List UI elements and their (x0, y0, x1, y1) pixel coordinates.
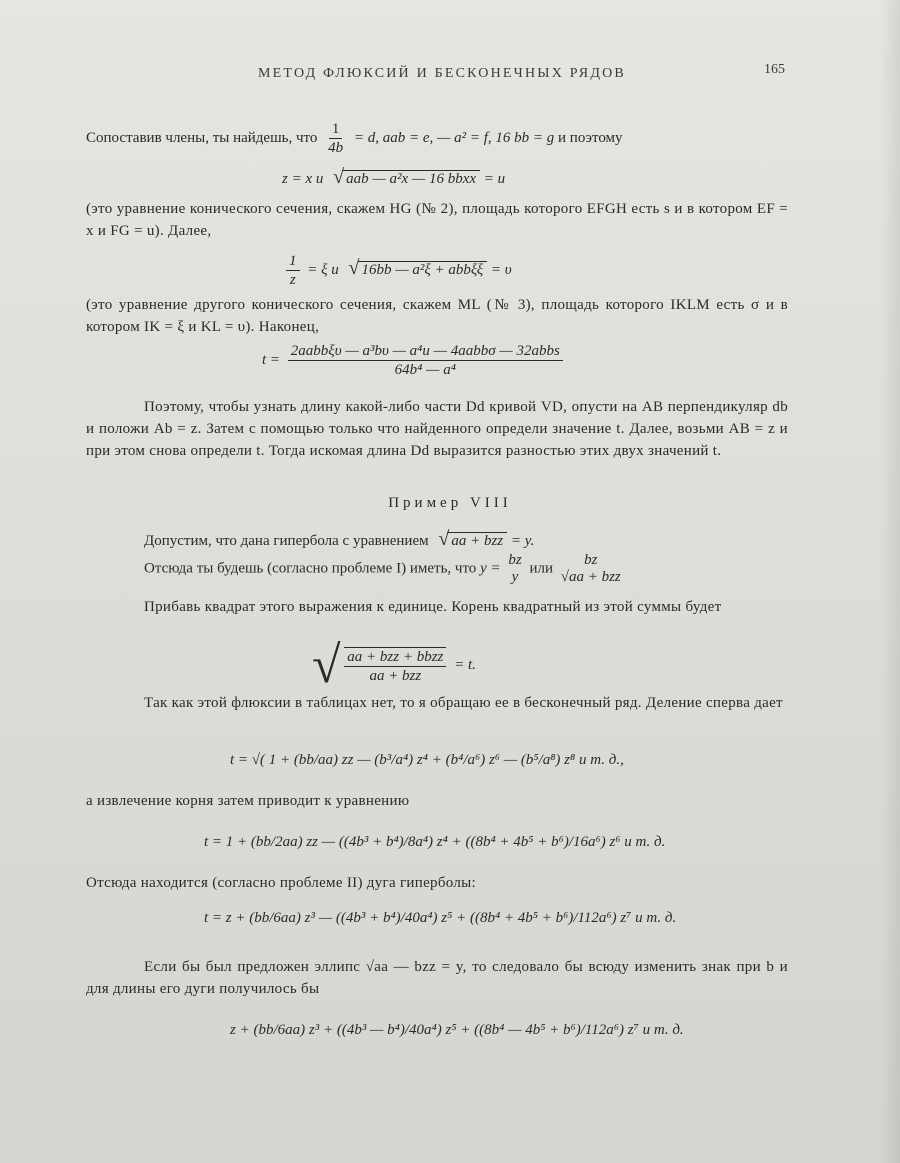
paragraph-7: Прибавь квадрат этого выражения к единице. Корень квадратный из этой суммы будет (144, 599, 722, 615)
paragraph-8: Так как этой флюксии в таблицах нет, то я обращаю ее в бесконечный ряд. Деление сперва дает (144, 695, 783, 711)
para1-tail: и поэтому (558, 129, 623, 146)
paragraph-4: Поэтому, чтобы узнать длину какой-либо части Dd кривой VD, опусти на AB перпендикуляр db и положи Ab = z. Затем с помощью только что найденного определи значение t. Далее, возьми AB = z и при этом снова определи t. Тогда искомая длина Dd выразится разностью этих двух значений t. (86, 399, 788, 459)
formula-6: t = 1 + (bb/2aa) zz — ((4b³ + b⁴)/8a⁴) z⁴ + ((8b⁴ + 4b⁵ + b⁶)/16a⁶) z⁶ и т. д. (204, 834, 666, 850)
page-header (0, 62, 900, 90)
radical-sign: √ (438, 528, 450, 550)
paragraph-11: Если бы был предложен эллипс √aa — bzz = y, то следовало бы всюду изменить знак при b и для длины его дуги получилось бы (86, 959, 788, 997)
formula-3: t = $\frac{\text{2aabbξυ — a³bυ — a⁴u — 4aabbσ — 32abbs}}{\text{64b⁴ — a⁴}}$ (262, 342, 567, 379)
example-heading: Пример VIII (388, 495, 512, 511)
running-head: МЕТОД ФЛЮКСИЙ И БЕСКОНЕЧНЫХ РЯДОВ (258, 66, 626, 81)
fraction: $\frac{1}{4b}$ (328, 121, 344, 156)
paragraph-3: (это уравнение другого конического сечения, скажем ML (№ 3), площадь которого IKLM есть σ и в котором IK = ξ и KL = υ). Наконец, (86, 297, 788, 335)
page-number: 165 (764, 62, 785, 77)
paragraph-1 (86, 120, 623, 157)
formula-1: z = x и √ aab — a²x — 16 bbxx = u (282, 166, 506, 188)
radical-sign: √ (348, 256, 360, 279)
radical-sign: √ (333, 166, 345, 188)
formula-8: z + (bb/6aa) z³ + ((4b³ — b⁴)/40a⁴) z⁵ + ((8b⁴ — 4b⁵ + b⁶)/112a⁶) z⁷ и т. д. (230, 1022, 684, 1038)
paragraph-6: Отсюда ты будешь (согласно проблеме I) иметь, что y = bz y или bz √aa + bzz (144, 552, 621, 585)
paragraph-9: а извлечение корня затем приводит к уравнению (86, 793, 410, 809)
radical-sign: √ (312, 637, 341, 694)
paragraph-10: Отсюда находится (согласно проблеме II) дуга гиперболы: (86, 875, 477, 891)
para1-lead: Сопоставив члены, ты найдешь, что (86, 129, 318, 146)
formula-7: t = z + (bb/6aa) z³ — ((4b³ + b⁴)/40a⁴) z⁵ + ((8b⁴ + 4b⁵ + b⁶)/112a⁶) z⁷ и т. д. (204, 910, 677, 926)
formula-5: t = √( 1 + (bb/aa) zz — (b³/a⁴) z⁴ + (b⁴/a⁶) z⁶ — (b⁵/a⁸) z⁸ и т. д., (230, 752, 624, 768)
formula-2: $\frac{1}{z}$ = ξ и √ 16bb — a²ξ + abbξξ = υ (282, 252, 512, 289)
para1-equations: = d, aab = e, — a² = f, 16 bb = g (353, 129, 555, 146)
paragraph-5: Допустим, что дана гипербола с уравнением √ aa + bzz = y. (144, 528, 535, 550)
paragraph-2: (это уравнение конического сечения, скажем HG (№ 2), площадь которого EFGH есть s и в котором EF = x и FG = u). Далее, (86, 201, 788, 239)
formula-4: √ $\frac{\text{aa + bzz + bbzz}}{\text{aa + bzz}}$ = t. (312, 637, 476, 694)
page-edge-shadow (880, 0, 900, 1163)
